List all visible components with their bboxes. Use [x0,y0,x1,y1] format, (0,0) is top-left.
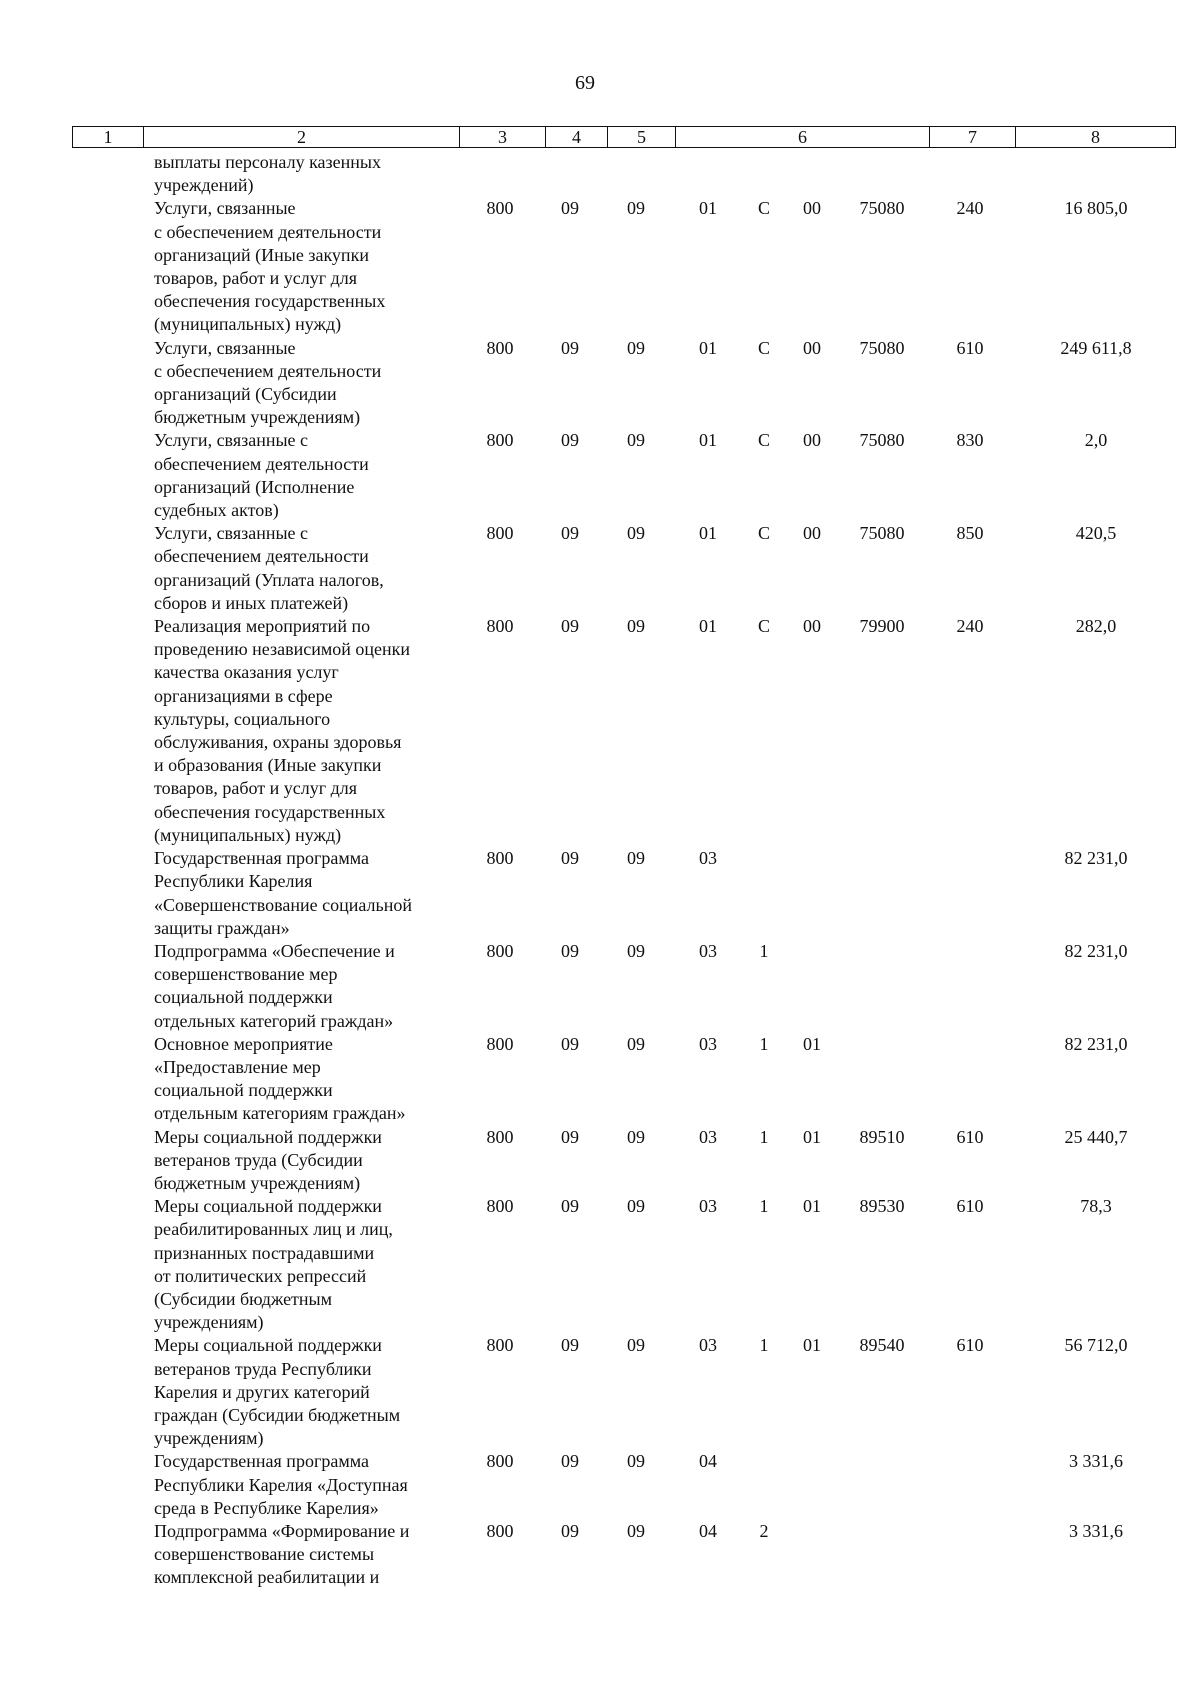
row-col-6-subprogram: 1 [759,1033,769,1054]
row-col-6-program: 01 [699,198,717,219]
table-row [0,197,1200,336]
row-col-3: 800 [486,616,514,637]
row-col-6-subprogram: 2 [759,1520,769,1541]
table-row [0,1033,1200,1126]
row-col-7: 610 [956,337,984,358]
row-col-6-subprogram: 1 [759,1335,769,1356]
row-col-5: 09 [627,616,645,637]
table-row [0,337,1200,430]
row-col-6-program: 04 [699,1451,717,1472]
table-row [0,940,1200,1033]
row-col-6-subprogram: С [757,430,770,451]
row-col-4: 09 [561,337,579,358]
row-name: Меры социальной поддержки ветеранов труда Республики Карелия и других категорий граждан (Субсидии бюджетным учреждениям) [154,1335,401,1449]
row-col-7: 850 [956,523,984,544]
row-name: Реализация мероприятий по проведению независимой оценки качества оказания услуг организациями в сфере культуры, социального обслуживания, охраны здоровья и образования (Иные закупки товаров, работ и услуг для обеспечения государственных (муниципальных) нужд) [154,616,410,845]
row-col-3: 800 [486,523,514,544]
table-row [0,522,1200,615]
row-col-4: 09 [561,1335,579,1356]
row-col-3: 800 [486,198,514,219]
row-col-4: 09 [561,1196,579,1217]
row-col-5: 09 [627,337,645,358]
row-col-6-subprogram: 1 [759,1196,769,1217]
row-col-3: 800 [486,1033,514,1054]
row-col-7: 830 [956,430,984,451]
row-col-4: 09 [561,940,579,961]
row-col-8-amount: 282,0 [1075,616,1117,637]
table-row [0,1450,1200,1520]
row-name: Услуги, связанные с обеспечением деятельности организаций (Субсидии бюджетным учреждениям) [154,337,382,428]
row-col-5: 09 [627,940,645,961]
row-col-6-program: 01 [699,523,717,544]
row-col-5: 09 [627,848,645,869]
table-row [0,151,1200,197]
table-row [0,1334,1200,1450]
row-col-6-program: 04 [699,1520,717,1541]
row-col-6-program: 03 [699,1196,717,1217]
row-col-5: 09 [627,1033,645,1054]
row-col-6-subprogram: С [757,198,770,219]
row-col-3: 800 [486,1451,514,1472]
row-name: Государственная программа Республики Карелия «Совершенствование социальной защиты граждан» [154,848,412,938]
row-col-3: 800 [486,430,514,451]
row-col-4: 09 [561,1520,579,1541]
header-col-7: 7 [929,127,1015,147]
row-col-3: 800 [486,1335,514,1356]
row-col-6-program: 03 [699,1335,717,1356]
row-col-7: 240 [956,616,984,637]
table-row [0,1195,1200,1334]
row-col-5: 09 [627,1126,645,1147]
row-col-3: 800 [486,337,514,358]
row-col-8-amount: 420,5 [1075,523,1117,544]
table-row [0,429,1200,522]
table-header-row [72,126,1176,148]
page-number: 69 [575,72,595,94]
row-name: Подпрограмма «Формирование и совершенствование системы комплексной реабилитации и [154,1520,410,1588]
header-col-6: 6 [675,127,929,147]
row-col-6-direction: 89530 [859,1196,905,1217]
row-col-4: 09 [561,1126,579,1147]
row-col-8-amount: 56 712,0 [1064,1335,1128,1356]
row-col-6-direction: 89510 [859,1126,905,1147]
row-col-6-subprogram: С [757,523,770,544]
row-col-4: 09 [561,616,579,637]
header-col-5: 5 [607,127,675,147]
row-col-8-amount: 2,0 [1084,430,1108,451]
row-col-6-event: 01 [803,1196,821,1217]
row-col-6-event: 01 [803,1126,821,1147]
row-col-5: 09 [627,1520,645,1541]
row-col-8-amount: 78,3 [1080,1196,1112,1217]
row-col-4: 09 [561,430,579,451]
row-col-4: 09 [561,198,579,219]
row-col-6-subprogram: 1 [759,940,769,961]
row-col-8-amount: 25 440,7 [1064,1126,1128,1147]
header-col-8: 8 [1015,127,1175,147]
row-col-5: 09 [627,523,645,544]
row-col-7: 240 [956,198,984,219]
row-col-4: 09 [561,1451,579,1472]
row-col-4: 09 [561,523,579,544]
row-col-6-event: 01 [803,1033,821,1054]
row-col-6-event: 01 [803,1335,821,1356]
row-col-6-program: 03 [699,1126,717,1147]
row-col-8-amount: 249 611,8 [1060,337,1132,358]
row-col-6-program: 01 [699,616,717,637]
row-name: Подпрограмма «Обеспечение и совершенствование мер социальной поддержки отдельных категорий граждан» [154,940,395,1031]
row-col-6-event: 00 [803,198,821,219]
row-col-6-event: 00 [803,337,821,358]
row-col-6-event: 00 [803,523,821,544]
row-col-8-amount: 82 231,0 [1064,848,1128,869]
row-name: Основное мероприятие «Предоставление мер социальной поддержки отдельным категориям граждан» [154,1033,406,1124]
row-col-3: 800 [486,848,514,869]
row-name: выплаты персоналу казенных учреждений) [154,152,381,196]
row-col-3: 800 [486,940,514,961]
table-row [0,1520,1200,1590]
row-name: Услуги, связанные с обеспечением деятельности организаций (Иные закупки товаров, работ и услуг для обеспечения государственных (муниципальных) нужд) [154,198,386,335]
row-col-4: 09 [561,848,579,869]
row-name: Государственная программа Республики Карелия «Доступная среда в Республике Карелия» [154,1451,408,1518]
row-name: Меры социальной поддержки реабилитированных лиц и лиц, признанных пострадавшими от политических репрессий (Субсидии бюджетным учреждениям) [154,1196,393,1333]
row-col-3: 800 [486,1520,514,1541]
table-body [0,151,1200,1590]
row-col-5: 09 [627,1196,645,1217]
table-row [0,1126,1200,1196]
header-col-2: 2 [143,127,459,147]
row-name: Меры социальной поддержки ветеранов труда (Субсидии бюджетным учреждениям) [154,1126,382,1193]
table-row [0,615,1200,847]
row-col-6-direction: 75080 [859,337,905,358]
row-col-6-program: 03 [699,940,717,961]
row-col-5: 09 [627,430,645,451]
table-row [0,847,1200,940]
row-col-6-program: 03 [699,1033,717,1054]
row-col-6-program: 01 [699,430,717,451]
row-col-6-program: 03 [699,848,717,869]
row-col-8-amount: 82 231,0 [1064,1033,1128,1054]
row-col-7: 610 [956,1335,984,1356]
row-col-4: 09 [561,1033,579,1054]
row-col-6-direction: 75080 [859,198,905,219]
row-col-6-direction: 89540 [859,1335,905,1356]
row-col-5: 09 [627,1335,645,1356]
row-col-5: 09 [627,198,645,219]
header-col-3: 3 [459,127,545,147]
row-col-3: 800 [486,1196,514,1217]
row-col-6-subprogram: 1 [759,1126,769,1147]
row-col-8-amount: 3 331,6 [1069,1520,1123,1541]
row-col-8-amount: 3 331,6 [1069,1451,1123,1472]
row-name: Услуги, связанные с обеспечением деятельности организаций (Уплата налогов, сборов и иных платежей) [154,523,384,613]
row-col-5: 09 [627,1451,645,1472]
row-col-8-amount: 82 231,0 [1064,940,1128,961]
row-col-7: 610 [956,1196,984,1217]
row-col-3: 800 [486,1126,514,1147]
row-col-6-subprogram: С [757,616,770,637]
header-col-4: 4 [545,127,607,147]
row-col-6-subprogram: С [757,337,770,358]
row-name: Услуги, связанные с обеспечением деятельности организаций (Исполнение судебных актов) [154,430,369,521]
row-col-8-amount: 16 805,0 [1064,198,1128,219]
row-col-6-program: 01 [699,337,717,358]
row-col-6-direction: 75080 [859,523,905,544]
row-col-7: 610 [956,1126,984,1147]
row-col-6-event: 00 [803,430,821,451]
header-col-1: 1 [103,127,113,147]
row-col-6-direction: 79900 [859,616,905,637]
row-col-6-event: 00 [803,616,821,637]
row-col-6-direction: 75080 [859,430,905,451]
